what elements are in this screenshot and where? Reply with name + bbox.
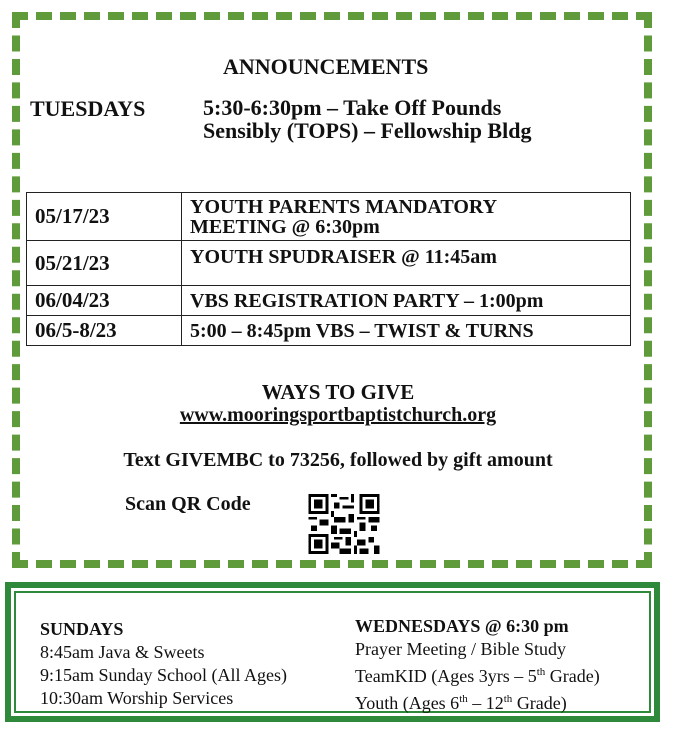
qr-label: Scan QR Code <box>125 493 251 515</box>
table-row <box>27 286 631 316</box>
event-date: 05/21/23 <box>27 241 182 286</box>
giving-url-link[interactable]: www.mooringsportbaptistchurch.org <box>179 404 497 426</box>
item-text: Grade) <box>545 666 600 686</box>
wednesday-item: Prayer Meeting / Bible Study <box>355 639 566 659</box>
tuesdays-line-1: 5:30-6:30pm – Take Off Pounds <box>203 95 502 120</box>
item-text: Grade) <box>512 693 567 713</box>
event-date: 06/04/23 <box>27 286 182 316</box>
event-desc: 5:00 – 8:45pm VBS – TWIST & TURNS <box>182 316 631 346</box>
wednesdays-title: WEDNESDAYS @ 6:30 pm <box>355 616 569 636</box>
event-date: 06/5-8/23 <box>27 316 182 346</box>
sunday-item: 10:30am Worship Services <box>40 688 234 708</box>
wednesdays-block <box>355 615 600 715</box>
superscript: th <box>459 693 468 705</box>
tuesdays-label: TUESDAYS <box>30 96 146 121</box>
superscript: th <box>503 693 513 705</box>
events-table <box>26 192 631 346</box>
superscript: th <box>536 666 546 678</box>
event-date: 05/17/23 <box>27 193 182 241</box>
tuesdays-text <box>203 96 531 142</box>
sundays-title: SUNDAYS <box>40 619 124 639</box>
table-row <box>27 193 631 241</box>
wednesday-item <box>355 688 600 715</box>
item-text: Youth (Ages 6 <box>355 693 460 713</box>
table-row <box>27 241 631 286</box>
announcements-title: ANNOUNCEMENTS <box>223 54 429 79</box>
event-desc-line: YOUTH PARENTS MANDATORY <box>190 195 498 218</box>
tuesdays-line-2: Sensibly (TOPS) – Fellowship Bldg <box>203 118 532 143</box>
text-to-give: Text GIVEMBC to 73256, followed by gift amount <box>123 449 553 471</box>
sunday-item: 9:15am Sunday School (All Ages) <box>40 665 287 685</box>
event-desc: VBS REGISTRATION PARTY – 1:00pm <box>182 286 631 316</box>
sunday-item: 8:45am Java & Sweets <box>40 642 205 662</box>
event-desc <box>182 193 631 241</box>
wednesday-item <box>355 661 600 688</box>
table-row <box>27 316 631 346</box>
event-desc-line: MEETING @ 6:30pm <box>190 215 380 238</box>
item-text: TeamKID (Ages 3yrs – 5 <box>355 666 537 686</box>
item-text: – 12 <box>467 693 504 713</box>
schedule-panel <box>5 582 660 722</box>
schedule-panel-inner <box>14 591 651 713</box>
sundays-block <box>40 618 287 710</box>
ways-to-give-title: WAYS TO GIVE <box>261 380 415 404</box>
event-desc: YOUTH SPUDRAISER @ 11:45am <box>182 241 631 286</box>
qr-code-icon[interactable] <box>308 494 380 554</box>
